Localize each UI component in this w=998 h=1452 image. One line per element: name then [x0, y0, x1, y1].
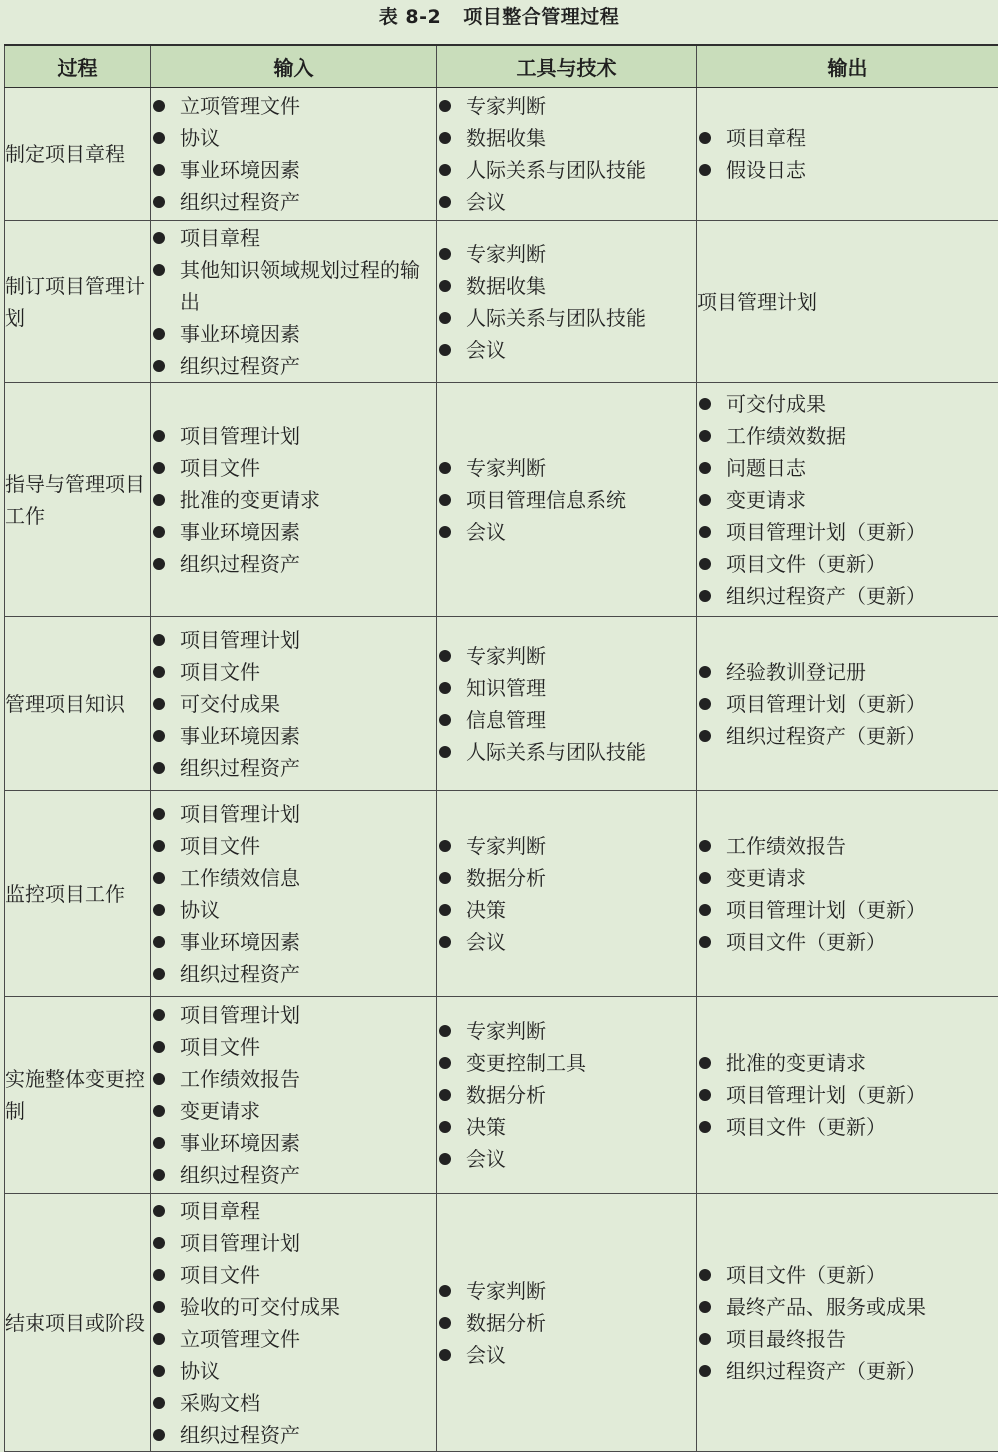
list-item: 专家判断: [437, 238, 696, 270]
table-row: [5, 383, 998, 617]
outputs-cell: [697, 997, 998, 1194]
list-item: 数据分析: [437, 862, 696, 894]
list-item: 组织过程资产（更新）: [697, 580, 998, 612]
process-name: 实施整体变更控制: [5, 997, 151, 1194]
list-item: 项目管理计划: [151, 420, 436, 452]
list-item: 专家判断: [437, 1275, 696, 1307]
list-item: 项目管理计划: [151, 798, 436, 830]
list-item: 项目文件: [151, 452, 436, 484]
table-number: 表 8-2: [379, 6, 441, 28]
outputs-cell: [697, 791, 998, 997]
list-item: 事业环境因素: [151, 926, 436, 958]
list-item: 组织过程资产: [151, 958, 436, 990]
list-item: 最终产品、服务或成果: [697, 1291, 998, 1323]
list-item: 验收的可交付成果: [151, 1291, 436, 1323]
list-item: 数据分析: [437, 1079, 696, 1111]
inputs-cell: [151, 617, 437, 791]
list-item: 采购文档: [151, 1387, 436, 1419]
list-item: 立项管理文件: [151, 90, 436, 122]
table-row: [5, 88, 998, 221]
list-item: 人际关系与团队技能: [437, 302, 696, 334]
list-item: 人际关系与团队技能: [437, 154, 696, 186]
integration-process-table: [4, 44, 998, 1452]
inputs-cell: [151, 791, 437, 997]
output-text: 项目管理计划: [697, 286, 998, 318]
table-row: [5, 1194, 998, 1452]
list-item: 项目文件（更新）: [697, 548, 998, 580]
list-item: 组织过程资产: [151, 752, 436, 784]
list-item: 事业环境因素: [151, 720, 436, 752]
header-inputs: 输入: [151, 45, 437, 88]
list-item: 批准的变更请求: [697, 1047, 998, 1079]
table-row: [5, 791, 998, 997]
list-item: 项目章程: [697, 122, 998, 154]
list-item: 立项管理文件: [151, 1323, 436, 1355]
list-item: 变更请求: [697, 862, 998, 894]
tools-cell: [437, 791, 697, 997]
header-process: 过程: [5, 45, 151, 88]
inputs-cell: [151, 997, 437, 1194]
inputs-cell: [151, 88, 437, 221]
list-item: 专家判断: [437, 1015, 696, 1047]
tools-cell: [437, 221, 697, 383]
list-item: 可交付成果: [151, 688, 436, 720]
list-item: 项目最终报告: [697, 1323, 998, 1355]
list-item: 变更请求: [151, 1095, 436, 1127]
list-item: 事业环境因素: [151, 154, 436, 186]
table-caption: [0, 3, 998, 31]
list-item: 批准的变更请求: [151, 484, 436, 516]
list-item: 会议: [437, 186, 696, 218]
list-item: 工作绩效报告: [151, 1063, 436, 1095]
tools-cell: [437, 1194, 697, 1452]
outputs-cell: [697, 383, 998, 617]
table-row: [5, 617, 998, 791]
list-item: 组织过程资产（更新）: [697, 720, 998, 752]
table-row: [5, 221, 998, 383]
list-item: 项目管理信息系统: [437, 484, 696, 516]
header-outputs: 输出: [697, 45, 998, 88]
process-name: 制订项目管理计划: [5, 221, 151, 383]
outputs-cell: [697, 1194, 998, 1452]
inputs-cell: [151, 383, 437, 617]
list-item: 知识管理: [437, 672, 696, 704]
list-item: 问题日志: [697, 452, 998, 484]
list-item: 项目文件: [151, 1259, 436, 1291]
process-name: 结束项目或阶段: [5, 1194, 151, 1452]
list-item: 项目管理计划（更新）: [697, 1079, 998, 1111]
list-item: 决策: [437, 894, 696, 926]
list-item: 组织过程资产: [151, 186, 436, 218]
list-item: 会议: [437, 1339, 696, 1371]
header-tools: 工具与技术: [437, 45, 697, 88]
list-item: 事业环境因素: [151, 516, 436, 548]
outputs-cell: [697, 88, 998, 221]
list-item: 组织过程资产: [151, 350, 436, 382]
list-item: 会议: [437, 1143, 696, 1175]
list-item: 项目管理计划（更新）: [697, 688, 998, 720]
list-item: 项目管理计划: [151, 624, 436, 656]
list-item: 项目文件: [151, 830, 436, 862]
list-item: 项目管理计划（更新）: [697, 894, 998, 926]
list-item: 项目章程: [151, 222, 436, 254]
list-item: 项目管理计划（更新）: [697, 516, 998, 548]
process-name: 指导与管理项目工作: [5, 383, 151, 617]
table-title: 项目整合管理过程: [463, 6, 619, 28]
list-item: 协议: [151, 1355, 436, 1387]
list-item: 经验教训登记册: [697, 656, 998, 688]
list-item: 可交付成果: [697, 388, 998, 420]
list-item: 项目文件（更新）: [697, 1111, 998, 1143]
list-item: 决策: [437, 1111, 696, 1143]
list-item: 项目文件（更新）: [697, 1259, 998, 1291]
list-item: 组织过程资产（更新）: [697, 1355, 998, 1387]
list-item: 项目文件（更新）: [697, 926, 998, 958]
list-item: 数据收集: [437, 270, 696, 302]
inputs-cell: [151, 221, 437, 383]
list-item: 变更控制工具: [437, 1047, 696, 1079]
tools-cell: [437, 383, 697, 617]
list-item: 协议: [151, 122, 436, 154]
inputs-cell: [151, 1194, 437, 1452]
list-item: 项目章程: [151, 1195, 436, 1227]
list-item: 协议: [151, 894, 436, 926]
list-item: 项目文件: [151, 1031, 436, 1063]
tools-cell: [437, 617, 697, 791]
list-item: 信息管理: [437, 704, 696, 736]
list-item: 专家判断: [437, 830, 696, 862]
list-item: 会议: [437, 334, 696, 366]
list-item: 假设日志: [697, 154, 998, 186]
outputs-cell: [697, 617, 998, 791]
list-item: 工作绩效信息: [151, 862, 436, 894]
process-name: 制定项目章程: [5, 88, 151, 221]
list-item: 项目管理计划: [151, 999, 436, 1031]
outputs-cell: [697, 221, 998, 383]
list-item: 组织过程资产: [151, 548, 436, 580]
list-item: 会议: [437, 926, 696, 958]
list-item: 组织过程资产: [151, 1159, 436, 1191]
list-item: 会议: [437, 516, 696, 548]
list-item: 项目管理计划: [151, 1227, 436, 1259]
list-item: 项目文件: [151, 656, 436, 688]
list-item: 组织过程资产: [151, 1419, 436, 1451]
list-item: 工作绩效报告: [697, 830, 998, 862]
tools-cell: [437, 88, 697, 221]
list-item: 专家判断: [437, 90, 696, 122]
process-name: 管理项目知识: [5, 617, 151, 791]
table-header-row: [5, 45, 998, 88]
process-name: 监控项目工作: [5, 791, 151, 997]
list-item: 数据收集: [437, 122, 696, 154]
list-item: 人际关系与团队技能: [437, 736, 696, 768]
tools-cell: [437, 997, 697, 1194]
list-item: 专家判断: [437, 452, 696, 484]
list-item: 事业环境因素: [151, 318, 436, 350]
list-item: 数据分析: [437, 1307, 696, 1339]
table-row: [5, 997, 998, 1194]
list-item: 工作绩效数据: [697, 420, 998, 452]
list-item: 专家判断: [437, 640, 696, 672]
list-item: 事业环境因素: [151, 1127, 436, 1159]
list-item: 变更请求: [697, 484, 998, 516]
list-item: 其他知识领域规划过程的输出: [151, 254, 436, 318]
